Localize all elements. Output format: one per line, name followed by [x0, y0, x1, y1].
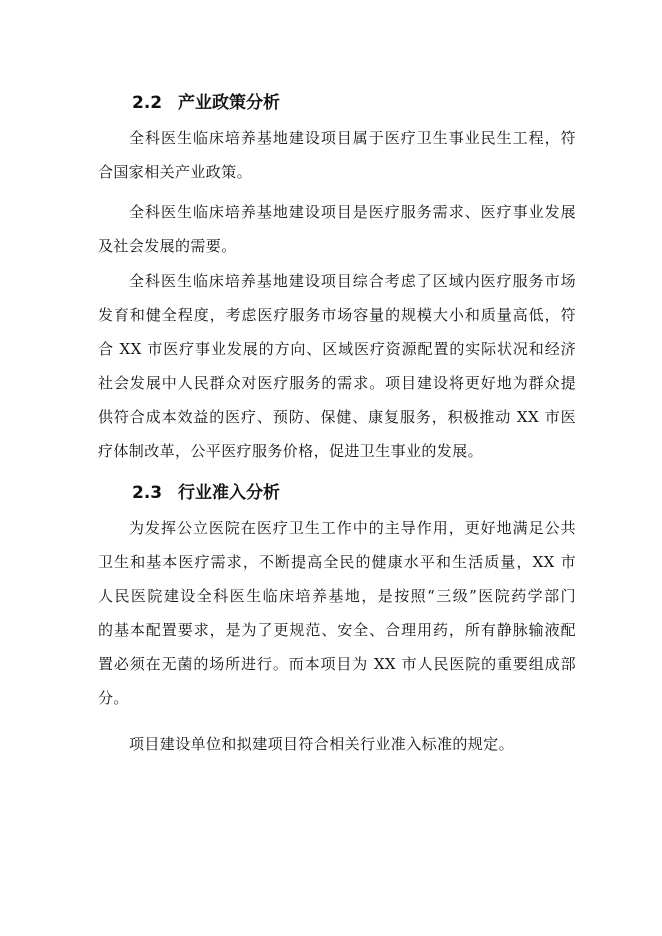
section-title: 产业政策分析	[178, 93, 280, 113]
section-number: 2.3	[132, 483, 163, 503]
paragraph-line: 为发挥公立医院在医疗卫生工作中的主导作用，更好地满足公共	[129, 519, 576, 537]
paragraph-line: 全科医生临床培养基地建设项目综合考虑了区域内医疗服务市场	[129, 272, 576, 290]
paragraph-line: 项目建设单位和拟建项目符合相关行业准入标准的规定。	[129, 735, 515, 753]
paragraph-line: 发育和健全程度，考虑医疗服务市场容量的规模大小和质量高低，符	[98, 306, 576, 324]
paragraph-line: 疗体制改革，公平医疗服务价格，促进卫生事业的发展。	[98, 442, 484, 460]
paragraph	[98, 121, 576, 189]
paragraph-line: 的基本配置要求，是为了更规范、安全、合理用药，所有静脉输液配	[98, 621, 576, 639]
paragraph-line: 合 XX 市医疗事业发展的方向、区域医疗资源配置的实际状况和经济	[98, 340, 576, 358]
paragraph-line: 分。	[98, 689, 129, 707]
paragraph-line: 全科医生临床培养基地建设项目是医疗服务需求、医疗事业发展	[129, 203, 576, 221]
paragraph-line: 及社会发展的需要。	[98, 237, 237, 255]
paragraph-line: 全科医生临床培养基地建设项目属于医疗卫生事业民生工程，符	[129, 129, 576, 147]
paragraph-line: 卫生和基本医疗需求，不断提高全民的健康水平和生活质量，XX 市	[98, 553, 576, 571]
paragraph	[98, 195, 576, 263]
paragraph	[98, 511, 576, 715]
section-heading-2-3	[132, 481, 280, 505]
paragraph	[98, 727, 576, 761]
paragraph-line: 合国家相关产业政策。	[98, 163, 253, 181]
section-heading-2-2	[132, 91, 280, 115]
section-number: 2.2	[132, 93, 163, 113]
paragraph-line: 人民医院建设全科医生临床培养基地，是按照“三级”医院药学部门	[98, 587, 576, 605]
paragraph	[98, 264, 576, 468]
paragraph-line: 社会发展中人民群众对医疗服务的需求。项目建设将更好地为群众提	[98, 374, 576, 392]
paragraph-line: 供符合成本效益的医疗、预防、保健、康复服务，积极推动 XX 市医	[98, 408, 576, 426]
paragraph-line: 置必须在无菌的场所进行。而本项目为 XX 市人民医院的重要组成部	[98, 655, 576, 673]
section-title: 行业准入分析	[178, 483, 280, 503]
